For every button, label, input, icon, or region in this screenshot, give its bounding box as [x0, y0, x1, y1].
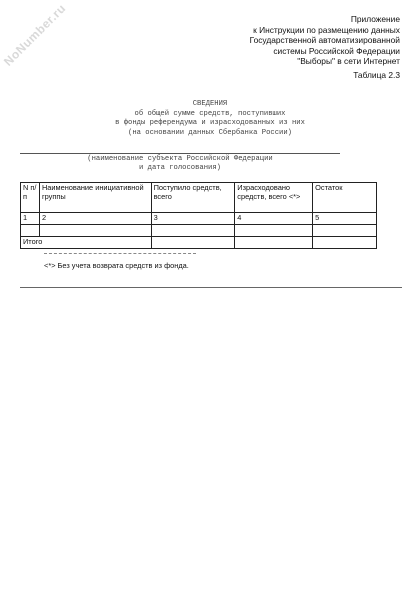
table-cell: 4 — [235, 213, 313, 225]
subject-caption — [40, 155, 320, 173]
heading-title: СВЕДЕНИЯ — [192, 100, 228, 108]
header-balance: Остаток — [313, 183, 377, 213]
table-cell — [235, 225, 313, 237]
appendix-line: Приложение — [350, 14, 400, 24]
subject-caption-line: (наименование субъекта Российской Федерации — [87, 155, 273, 163]
table-cell — [39, 225, 151, 237]
table-cell — [21, 225, 40, 237]
total-label: Итого — [21, 237, 152, 249]
table-cell — [151, 225, 235, 237]
appendix-line: Государственной автоматизированной — [249, 35, 400, 46]
table-cell — [151, 237, 235, 249]
header-group-name: Наименование инициативной группы — [39, 183, 151, 213]
footnote-separator — [44, 253, 196, 254]
heading-line: об общей сумме средств, поступивших — [134, 109, 286, 118]
header-received: Поступило средств, всего — [151, 183, 235, 213]
table-row-total — [21, 237, 377, 249]
subject-caption-line: и дата голосования) — [139, 164, 221, 172]
appendix-line: "Выборы" в сети Интернет — [297, 56, 400, 67]
table-cell: 1 — [21, 213, 40, 225]
heading-line: (на основании данных Сбербанка России) — [128, 128, 292, 137]
table-cell: 3 — [151, 213, 235, 225]
subject-fill-line — [20, 153, 340, 154]
table-cell: 5 — [313, 213, 377, 225]
table-cell — [235, 237, 313, 249]
document-heading — [60, 100, 360, 138]
table-number-label: Таблица 2.3 — [353, 70, 400, 80]
table-cell — [313, 225, 377, 237]
table-header-row — [21, 183, 377, 213]
bottom-divider — [20, 287, 402, 288]
table-cell: 2 — [39, 213, 151, 225]
heading-line: в фонды референдума и израсходованных из них — [115, 119, 305, 127]
header-number: N п/п — [21, 183, 40, 213]
header-spent: Израсходовано средств, всего <*> — [235, 183, 313, 213]
table-cell — [313, 237, 377, 249]
funds-table — [20, 182, 377, 249]
watermark-text: NoNumber.ru — [0, 1, 69, 69]
table-row-column-numbers — [21, 213, 377, 225]
footnote-text: <*> Без учета возврата средств из фонда. — [44, 261, 189, 270]
appendix-line: к Инструкции по размещению данных — [253, 24, 400, 35]
appendix-block — [200, 14, 400, 67]
table-row-empty — [21, 225, 377, 237]
appendix-line: системы Российской Федерации — [273, 45, 400, 56]
